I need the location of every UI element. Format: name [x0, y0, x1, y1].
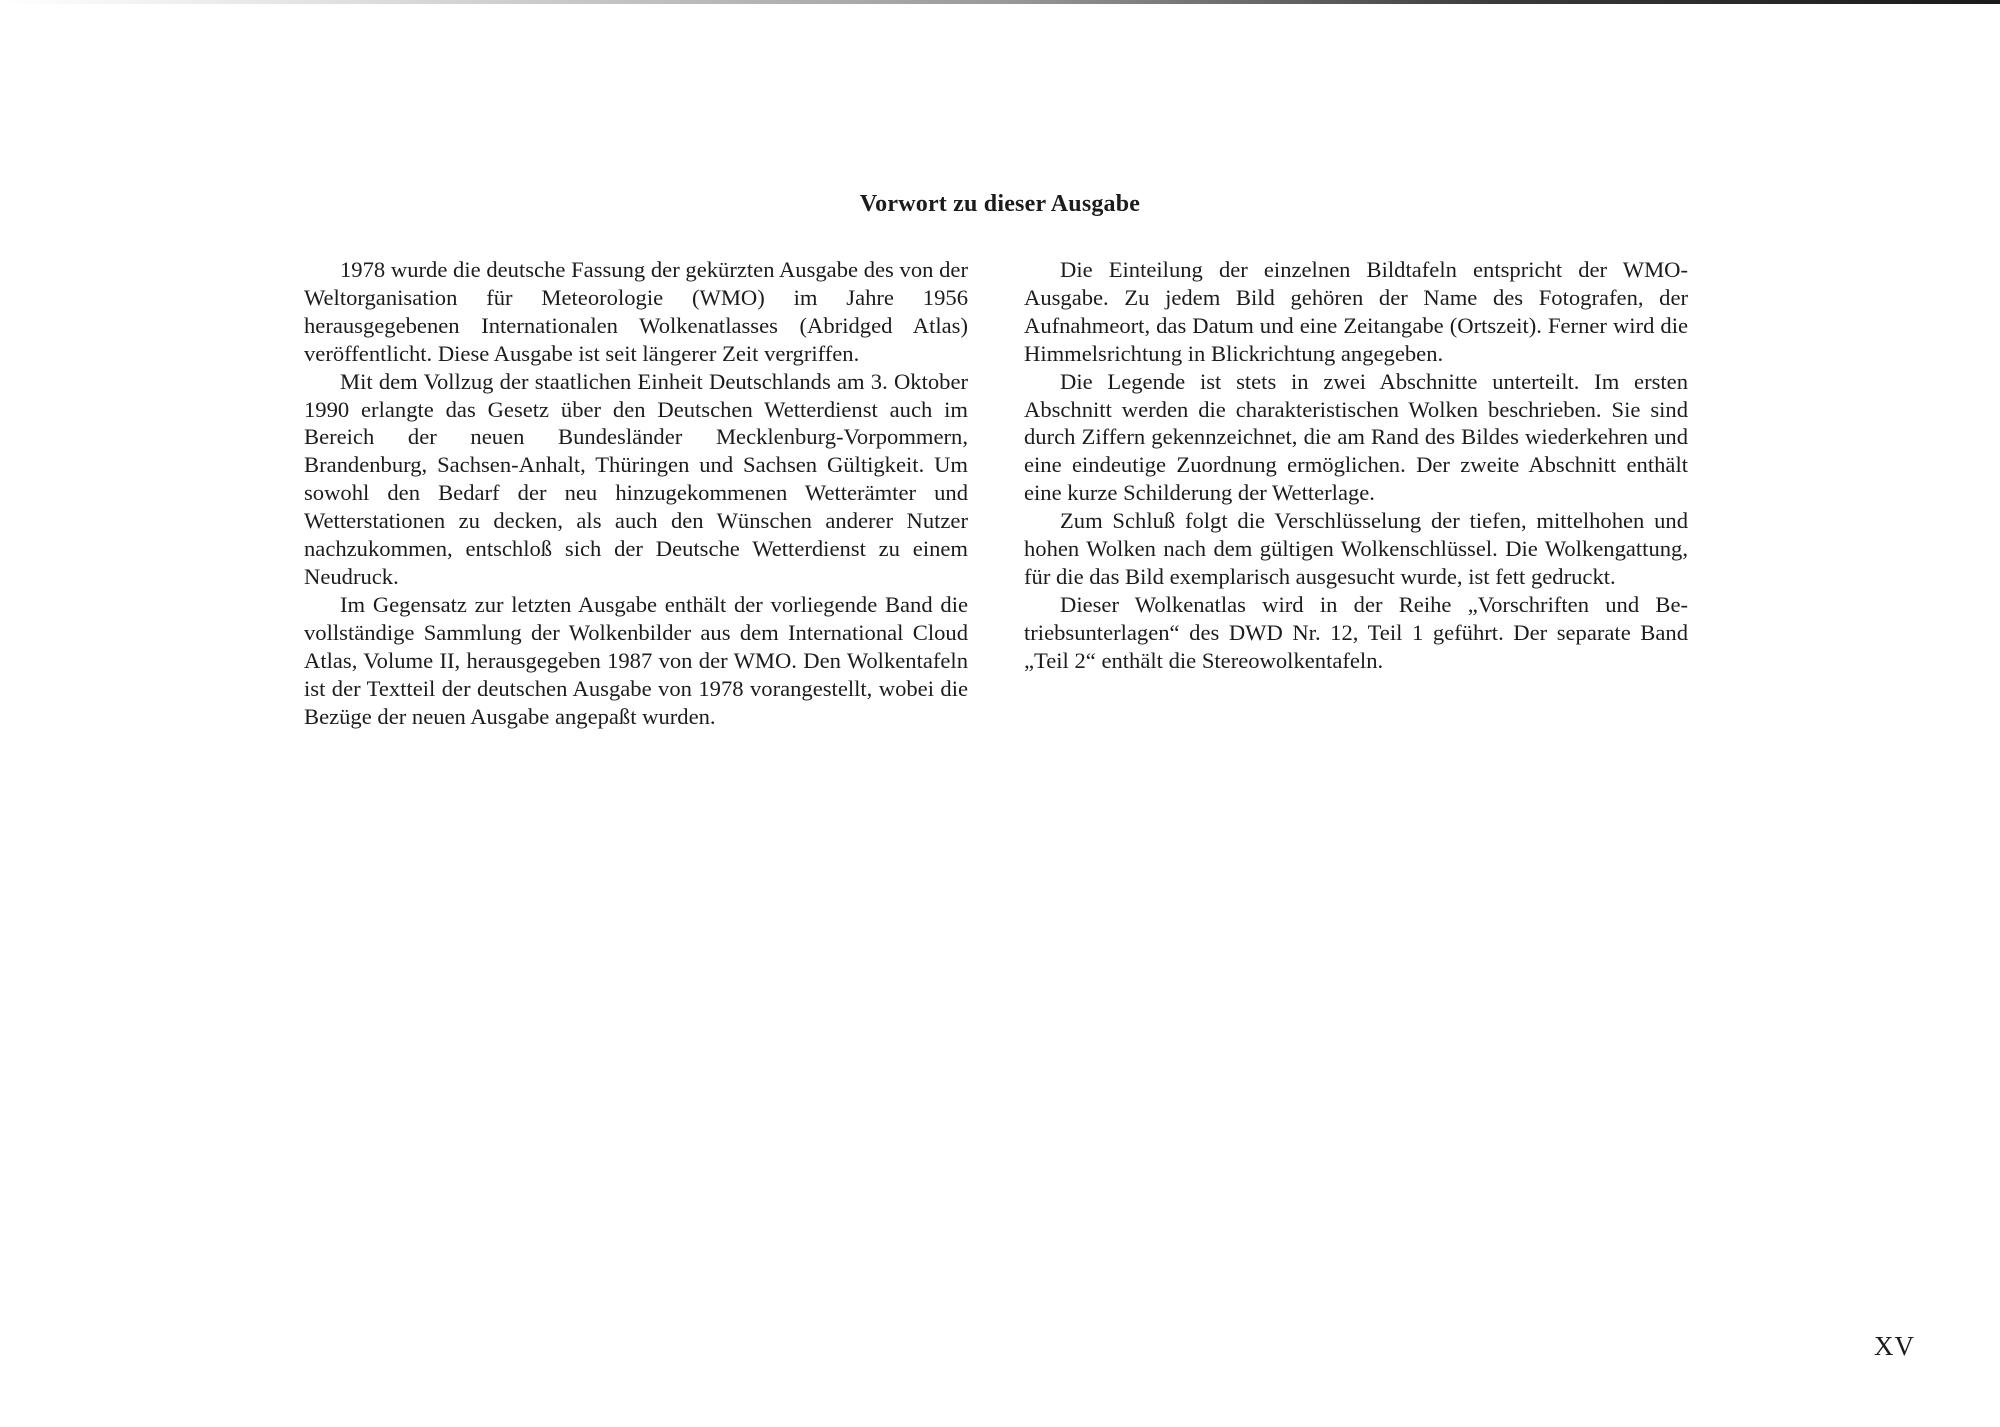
paragraph: Dieser Wolkenatlas wird in der Reihe „Vorschriften und Betriebsunterlagen“ des DWD Nr. 12, Teil 1 geführt. Der separate Band „Teil 2“ enthält die Stereowolkentafeln. — [1024, 591, 1688, 673]
paragraph: Mit dem Vollzug der staatlichen Einheit Deutschlands am 3. Oktober 1990 erlangte das Gesetz über den Deutschen Wetterdienst auch im Bereich der neuen Bundesländer Mecklenburg-Vorpommern, Brandenburg, Sachsen-Anhalt, Thüringen und Sachsen Gültigkeit. Um sowohl den Bedarf der neu hinzugekommenen Wetterämter und Wetterstationen zu decken, als auch den Wünschen anderer Nutzer nachzukommen, entschloß sich der Deutsche Wetterdienst zu einem Neudruck. — [304, 368, 968, 589]
page-number: XV — [1874, 1331, 1915, 1361]
page-title: Vorwort zu dieser Ausgabe — [859, 191, 1141, 217]
paragraph: Die Einteilung der einzelnen Bildtafeln entspricht der WMO-Ausgabe. Zu jedem Bild gehören der Name des Fotografen, der Aufnahmeort, das Datum und eine Zeitangabe (Ortszeit). Ferner wird die Himmelsrichtung in Blickrichtung angegeben. — [1024, 257, 1688, 366]
paragraph: Die Legende ist stets in zwei Abschnitte unterteilt. Im ersten Abschnitt werden die charakteristischen Wolken beschrieben. Sie sind durch Ziffern gekennzeichnet, die am Rand des Bildes wiederkehren und eine eindeutige Zuordnung ermöglichen. Der zweite Abschnitt enthält eine kurze Schilderung der Wetterlage. — [1024, 368, 1688, 506]
right-text-column — [1024, 256, 1688, 675]
paragraph: Im Gegensatz zur letzten Ausgabe enthält der vorliegende Band die vollständige Sammlung der Wolkenbilder aus dem International Cloud Atlas, Volume II, herausgegeben 1987 von der WMO. Den Wolkentafeln ist der Textteil der deutschen Ausgabe von 1978 vorangestellt, wobei die Bezüge der neuen Ausgabe angepaßt wurden. — [304, 591, 968, 729]
paragraph: Zum Schluß folgt die Verschlüsselung der tiefen, mittelhohen und hohen Wolken nach dem gültigen Wolkenschlüssel. Die Wolkengattung, für die das Bild exemplarisch ausgesucht wurde, ist fett gedruckt. — [1024, 508, 1688, 589]
paragraph: 1978 wurde die deutsche Fassung der gekürzten Ausgabe des von der Weltorganisation für Meteorologie (WMO) im Jahre 1956 herausgegebenen Internationalen Wolkenatlasses (Abridged Atlas) veröffentlicht. Diese Ausgabe ist seit längerer Zeit vergriffen. — [304, 257, 968, 366]
left-text-column — [304, 256, 968, 730]
top-rule — [0, 0, 2000, 4]
